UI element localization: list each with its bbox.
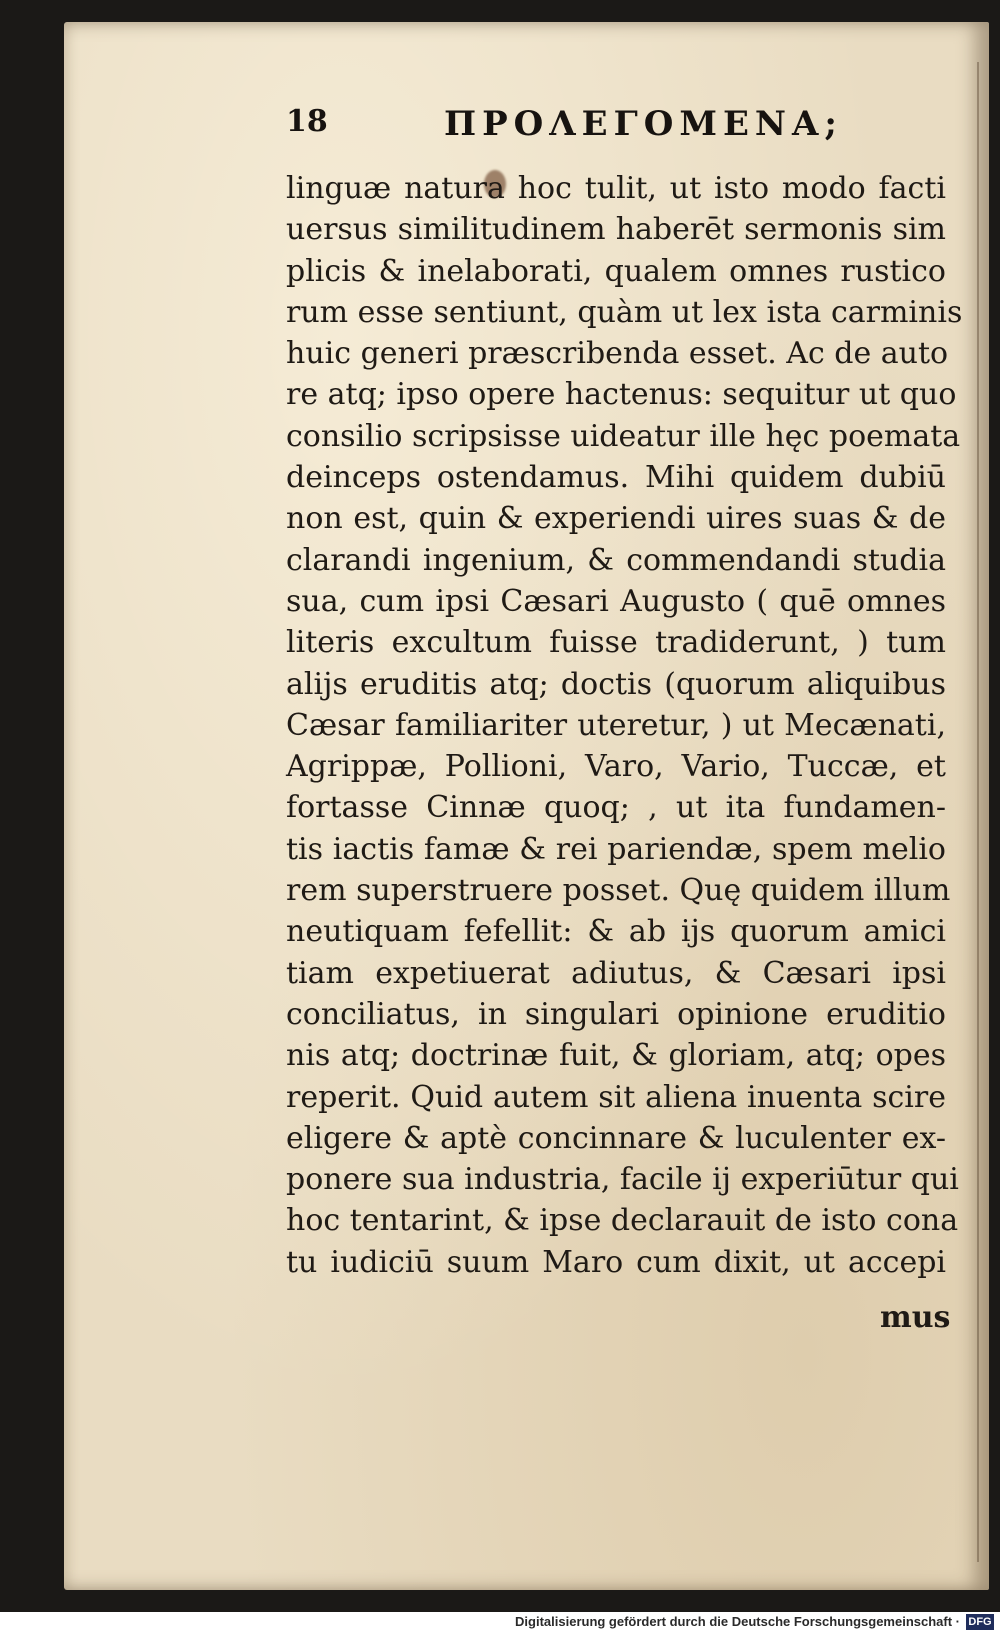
text-line: tis iactis famæ & rei pariendæ, spem melio	[286, 831, 946, 867]
text-line: linguæ natura hoc tulit, ut isto modo facti	[286, 171, 946, 206]
dfg-logo: DFG	[966, 1614, 994, 1630]
footer-credit: Digitalisierung gefördert durch die Deutsche Forschungsgemeinschaft ·	[515, 1614, 960, 1629]
text-line: sua, cum ipsi Cæsari Augusto ( quē omnes	[286, 583, 946, 619]
text-line: reperit. Quid autem sit aliena inuenta scire	[286, 1079, 946, 1115]
running-head: ΠΡΟΛΕΓΟΜΕΝΑ;	[444, 104, 843, 144]
text-line: tiam expetiuerat adiutus, & Cæsari ipsi	[286, 955, 946, 991]
text-line: Agrippæ, Pollioni, Varo, Vario, Tuccæ, et	[286, 749, 946, 785]
text-line: clarandi ingenium, & commendandi studia	[286, 542, 946, 578]
text-line: non est, quin & experiendi uires suas & de	[286, 501, 946, 537]
text-line: alijs eruditis atq; doctis (quorum aliquibus	[286, 666, 946, 702]
text-line: rem superstruere posset. Quę quidem illum	[286, 873, 951, 909]
page-edge	[977, 62, 979, 1562]
text-line: tu iudiciū suum Maro cum dixit, ut accepi	[286, 1244, 946, 1280]
text-line: neutiquam fefellit: & ab ijs quorum amici	[286, 914, 946, 950]
text-line: conciliatus, in singulari opinione eruditio	[286, 996, 946, 1032]
text-line: plicis & inelaborati, qualem omnes rustico	[286, 253, 946, 289]
catchword: mus	[880, 1300, 951, 1335]
text-line: Cæsar familiariter uteretur, ) ut Mecænati,	[286, 707, 946, 743]
text-line: rum esse sentiunt, quàm ut lex ista carminis	[286, 294, 963, 330]
text-line: consilio scripsisse uideatur ille hęc poemata	[286, 418, 961, 454]
text-line: deinceps ostendamus. Mihi quidem dubiū	[286, 460, 946, 496]
text-line: literis excultum fuisse tradiderunt, ) tum	[286, 625, 946, 661]
page-number: 18	[286, 104, 328, 139]
text-line: nis atq; doctrinæ fuit, & gloriam, atq; opes	[286, 1038, 946, 1074]
text-line: fortasse Cinnæ quoq; , ut ita fundamen-	[286, 790, 946, 826]
text-line: re atq; ipso opere hactenus: sequitur ut quo	[286, 377, 957, 413]
text-line: ponere sua industria, facile ij experiūtur qui	[286, 1162, 959, 1198]
text-line: hoc tentarint, & ipse declarauit de isto cona	[286, 1203, 959, 1239]
text-line: eligere & aptè concinnare & luculenter ex-	[286, 1120, 946, 1156]
text-line: huic generi præscribenda esset. Ac de auto	[286, 336, 949, 372]
text-block	[286, 168, 963, 1283]
text-line: uersus similitudinem haberēt sermonis sim	[286, 212, 946, 248]
